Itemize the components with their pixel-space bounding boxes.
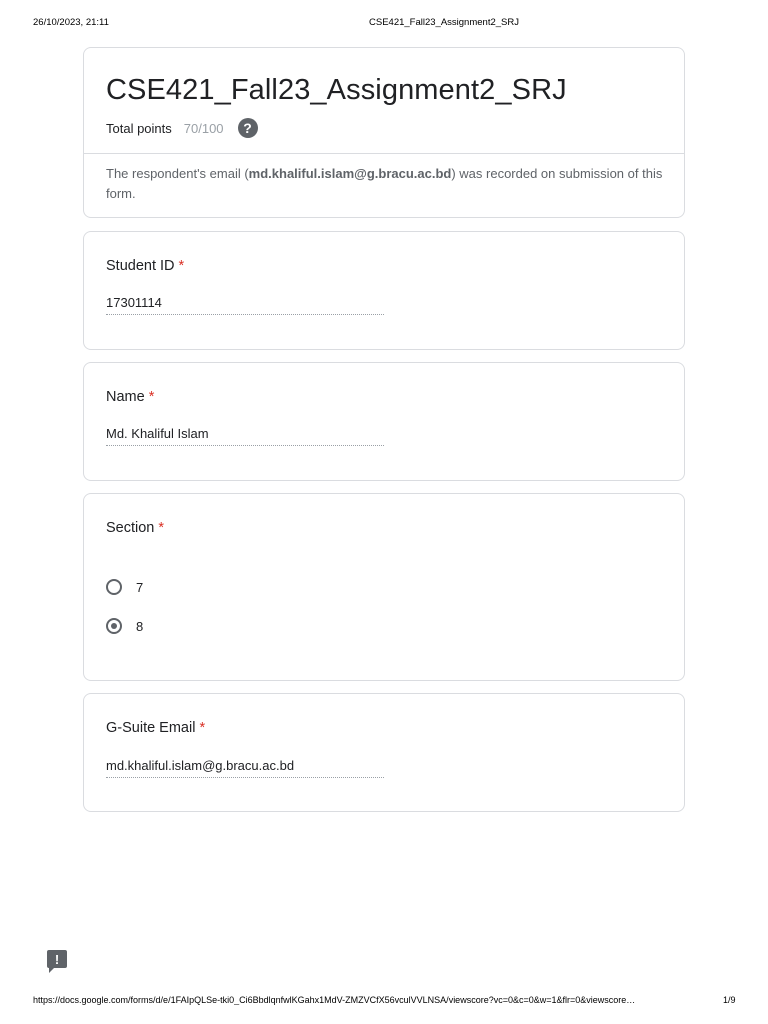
question-title <box>106 520 164 536</box>
student-id-answer[interactable]: 17301114 <box>106 295 384 315</box>
respondent-email: md.khaliful.islam@g.bracu.ac.bd <box>248 166 452 181</box>
section-option-7[interactable] <box>106 579 143 595</box>
question-gsuite-email <box>83 693 685 812</box>
gsuite-email-answer[interactable]: md.khaliful.islam@g.bracu.ac.bd <box>106 758 384 778</box>
name-answer[interactable]: Md. Khaliful Islam <box>106 426 384 446</box>
question-student-id <box>83 231 685 350</box>
question-name <box>83 362 685 481</box>
radio-label: 7 <box>136 579 144 595</box>
help-icon[interactable]: ? <box>238 118 258 138</box>
question-title <box>106 720 205 736</box>
email-note-suffix: ) was recorded on submission of this form. <box>106 166 663 201</box>
print-footer <box>0 995 768 1009</box>
question-label: G-Suite Email <box>106 720 196 736</box>
section-option-8[interactable] <box>106 618 143 634</box>
radio-button-selected[interactable] <box>106 618 122 634</box>
print-header <box>0 17 768 31</box>
email-note-prefix: The respondent's email ( <box>106 166 249 181</box>
question-section <box>83 493 685 681</box>
feedback-icon[interactable]: ! <box>47 950 67 968</box>
question-title <box>106 258 184 274</box>
required-mark: * <box>199 720 206 736</box>
total-points-label: Total points <box>106 120 172 136</box>
header-divider <box>84 153 684 154</box>
question-label: Student ID <box>106 258 175 274</box>
total-points-value: 70/100 <box>183 120 224 136</box>
print-doc-title: CSE421_Fall23_Assignment2_SRJ <box>369 17 519 28</box>
print-date: 26/10/2023, 21:11 <box>33 17 109 28</box>
required-mark: * <box>148 389 155 405</box>
question-label: Name <box>106 389 145 405</box>
question-title <box>106 389 154 405</box>
question-label: Section <box>106 520 155 536</box>
radio-label: 8 <box>136 618 144 634</box>
required-mark: * <box>158 520 165 536</box>
page-number: 1/9 <box>723 995 736 1005</box>
print-url: https://docs.google.com/forms/d/e/1FAIpQLSe-tki0_Ci6BbdlqnfwlKGahx1MdV-ZMZVCfX56vculVVLNSA/viewscore?vc=0&c=0&w=1&flr=0&viewscore… <box>33 995 636 1005</box>
form-header-card <box>83 47 685 218</box>
total-points-row <box>106 116 258 140</box>
respondent-email-note <box>106 164 666 204</box>
form-title: CSE421_Fall23_Assignment2_SRJ <box>106 74 567 106</box>
radio-button[interactable] <box>106 579 122 595</box>
required-mark: * <box>178 258 185 274</box>
